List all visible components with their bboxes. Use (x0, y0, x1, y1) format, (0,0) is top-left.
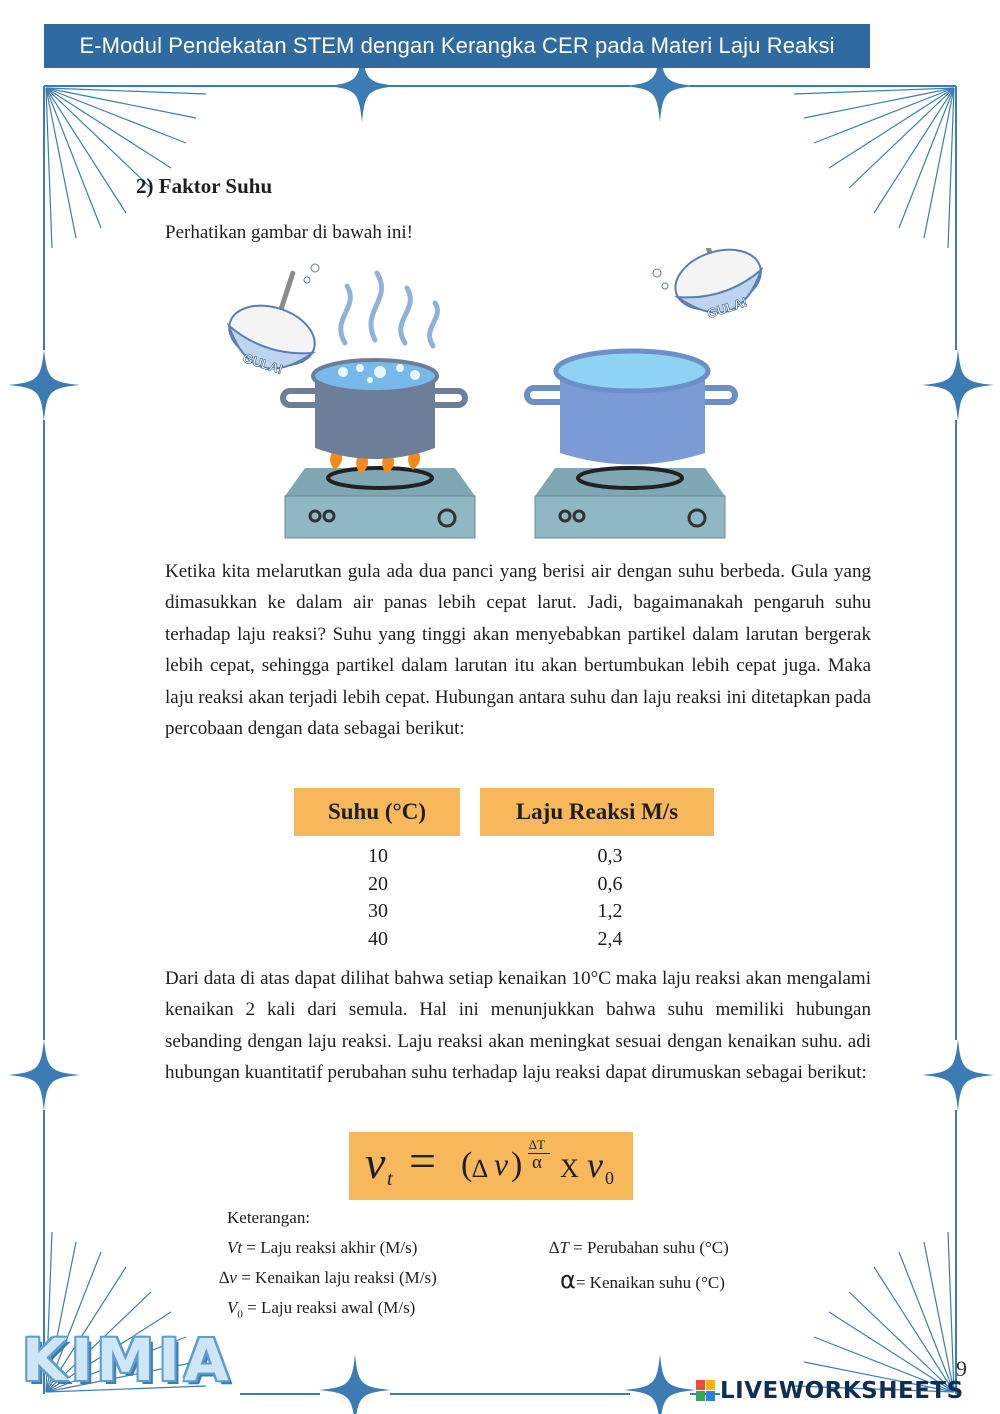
table-column-laju (550, 843, 670, 953)
conclusion-paragraph: Dari data di atas dapat dilihat bahwa setiap kenaikan 10°C maka laju reaksi akan mengalami kenaikan 2 kali dari semula. Hal ini menunjukkan bahwa suhu memiliki hubungan sebanding dengan laju reaksi. Laju reaksi akan meningkat sesuai dengan kenaikan suhu. adi hubungan kuantitatif perubahan suhu terhadap laju reaksi dapat dirumuskan sebagai berikut: (165, 968, 871, 1084)
sugar-bowl-left-icon (225, 257, 335, 384)
explanation-paragraph: Ketika kita melarutkan gula ada dua panci yang berisi air dengan suhu berbeda. Gula yang dimasukkan ke dalam air panas lebih cepat larut. Jadi, bagaimanakah pengaruh suhu terhadap laju reaksi? Suhu yang tinggi akan menyebabkan partikel dalam larutan bergerak lebih cepat, sehingga partikel dalam larutan itu akan bertumbukan lebih cepat juga. Maka laju reaksi akan terjadi lebih cepat. Hubungan antara suhu dan laju reaksi ini ditetapkan pada percobaan dengan data sebagai berikut: (165, 561, 871, 740)
table-header-laju: Laju Reaksi M/s (480, 788, 714, 836)
formula-vt-sub: t (387, 1168, 393, 1190)
formula-exp-top: ∆T (529, 1137, 545, 1152)
table-cell: 30 (368, 900, 388, 922)
stove-right-icon (535, 468, 725, 538)
formula-paren-close: ) (511, 1146, 523, 1183)
formula-delta: ∆ (472, 1154, 488, 1183)
table-cell: 40 (368, 927, 388, 950)
cold-pot-icon (527, 351, 735, 465)
pots-illustration (225, 248, 765, 548)
legend-title: Keterangan: (227, 1208, 311, 1227)
svg-text:GULA!: GULA! (705, 294, 750, 322)
table-cell: 1,2 (597, 900, 623, 922)
table-cell: 0,6 (597, 872, 623, 895)
svg-text:GULA!: GULA! (240, 350, 285, 378)
kimia-logo: KIMIA (22, 1326, 233, 1394)
formula-times: X (560, 1154, 579, 1183)
table-cell: 20 (368, 872, 388, 895)
stove-left-icon (285, 468, 475, 538)
formula-box (349, 1132, 633, 1200)
formula-delta-v: v (494, 1146, 509, 1182)
table-cell: 2,4 (597, 927, 623, 950)
formula-v0-sub: 0 (605, 1168, 614, 1188)
page-number: 9 (956, 1356, 967, 1381)
table-cell: 10 (368, 845, 388, 867)
formula-vt: v (365, 1137, 386, 1188)
table-column-suhu (318, 843, 438, 953)
steam-icon (341, 273, 438, 346)
legend-item-vt: Vt = Laju reaksi akhir (M/s) (227, 1238, 418, 1257)
legend-item-delta-v: ∆v = Kenaikan laju reaksi (M/s) (219, 1268, 437, 1287)
module-header-banner: E-Modul Pendekatan STEM dengan Kerangka CER pada Materi Laju Reaksi (44, 24, 870, 68)
legend-item-alpha: α= Kenaikan suhu (°C) (560, 1266, 725, 1294)
hot-pot-icon (283, 360, 465, 459)
formula-paren-open: ( (461, 1146, 473, 1183)
formula-exp-bottom: α (532, 1152, 542, 1173)
liveworksheets-logo-icon (696, 1380, 716, 1402)
intro-text: Perhatikan gambar di bawah ini! (165, 222, 413, 243)
section-title: 2) Faktor Suhu (136, 174, 273, 198)
liveworksheets-watermark[interactable]: LIVEWORKSHEETS (720, 1378, 964, 1404)
formula-equals: = (409, 1135, 437, 1188)
legend-item-delta-t: ∆T = Perubahan suhu (°C) (549, 1238, 729, 1257)
sugar-bowl-right-icon (655, 248, 765, 328)
formula-v0: v (587, 1145, 603, 1185)
legend-item-v0: $V_0$ = Laju reaksi awal (M/s) (227, 1298, 416, 1321)
table-cell: 0,3 (597, 845, 623, 867)
table-header-suhu: Suhu (°C) (294, 788, 460, 836)
